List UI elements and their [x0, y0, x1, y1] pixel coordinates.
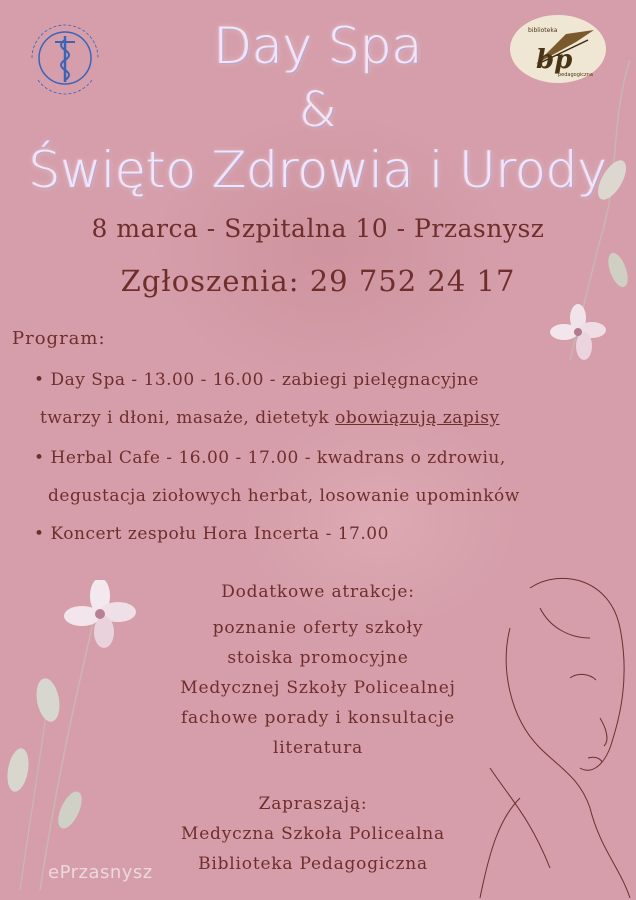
extras-line-1: poznanie oferty szkoły: [212, 618, 424, 638]
program-item-2-line2: degustacja ziołowych herbat, losowanie upominków: [48, 486, 520, 506]
program-label: Program:: [12, 328, 106, 349]
program-item-1-text: Day Spa - 13.00 - 16.00 - zabiegi pielęgnacyjne: [50, 370, 479, 390]
program-item-3-line1: [34, 524, 389, 544]
program-item-3-text: Koncert zespołu Hora Incerta - 17.00: [50, 524, 389, 544]
svg-text:biblioteka: biblioteka: [528, 27, 558, 34]
svg-text:bp: bp: [536, 45, 573, 75]
program-item-1-desc: twarzy i dłoni, masaże, dietetyk: [40, 408, 336, 428]
extras-line-2: stoiska promocyjne: [227, 648, 409, 668]
svg-text:pedagogiczna: pedagogiczna: [558, 72, 593, 78]
program-item-2-text: Herbal Cafe - 16.00 - 17.00 - kwadrans o zdrowiu,: [50, 448, 506, 468]
footer-line-1: Medyczna Szkoła Policealna: [180, 824, 445, 844]
program-item-1-line1: [34, 370, 479, 390]
date-location: 8 marca - Szpitalna 10 - Przasnysz: [91, 214, 545, 243]
title-day-spa: Day Spa: [213, 17, 423, 75]
registration-required-note: obowiązują zapisy: [335, 408, 500, 428]
program-item-2-line1: [34, 448, 506, 468]
footer-heading: Zapraszają:: [258, 794, 368, 814]
extras-line-4: fachowe porady i konsultacje: [180, 708, 456, 728]
title-ampersand: &: [299, 82, 337, 138]
registration-phone: Zgłoszenia: 29 752 24 17: [120, 264, 516, 298]
extras-line-5: literatura: [272, 738, 364, 758]
extras-heading: Dodatkowe atrakcje:: [221, 582, 415, 602]
footer-line-2: Biblioteka Pedagogiczna: [198, 854, 428, 874]
title-swieto-zdrowia: Święto Zdrowia i Urody: [28, 141, 608, 199]
extras-line-3: Medycznej Szkoły Policealnej: [180, 678, 456, 698]
program-item-1-line2: [40, 408, 500, 428]
watermark: ePrzasnysz: [48, 862, 153, 883]
